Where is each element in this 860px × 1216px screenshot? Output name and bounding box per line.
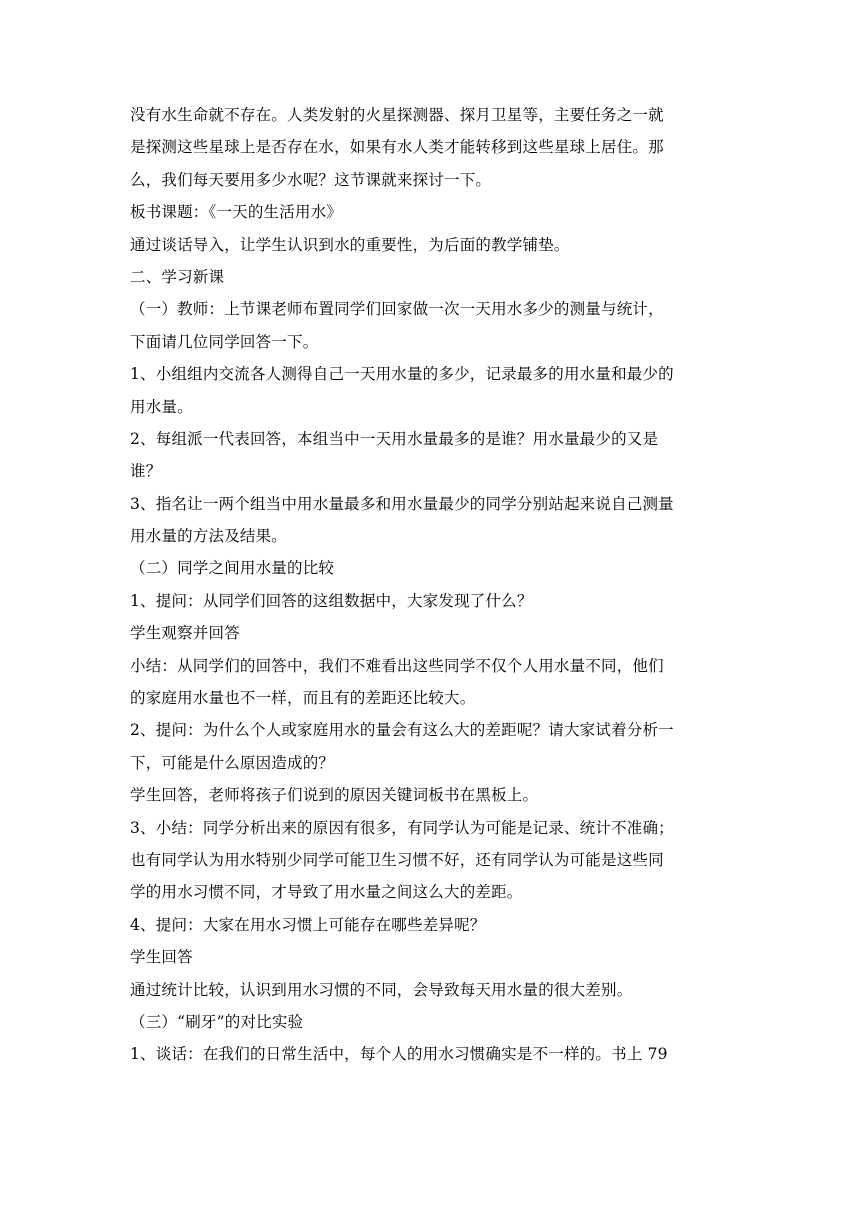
text-line: 学生观察并回答	[130, 624, 240, 643]
list-item-line: 1、提问：从同学们回答的这组数据中，大家发现了什么？	[130, 591, 533, 610]
subsection-heading: （三）“刷牙”的对比实验	[130, 1012, 304, 1031]
text-line: 小结：从同学们的回答中，我们不难看出这些同学不仅个人用水量不同，他们	[130, 656, 664, 675]
text-line: 通过统计比较，认识到用水习惯的不同，会导致每天用水量的很大差别。	[130, 980, 633, 999]
list-item-line: 3、小结：同学分析出来的原因有很多，有同学认为可能是记录、统计不准确；	[130, 818, 674, 837]
subsection-heading: （一）教师：上节课老师布置同学们回家做一次一天用水多少的测量与统计，	[130, 300, 664, 319]
list-item-line: 2、每组派一代表回答，本组当中一天用水量最多的是谁？用水量最少的又是	[130, 429, 659, 448]
list-item-line: 2、提问：为什么个人或家庭用水的量会有这么大的差距呢？请大家试着分析一	[130, 721, 674, 740]
lesson-title-line: 板书课题：《一天的生活用水》	[130, 203, 343, 222]
text-line: 谁？	[130, 462, 162, 481]
text-line: 学的用水习惯不同，才导致了用水量之间这么大的差距。	[130, 883, 523, 902]
text-line: 的家庭用水量也不一样，而且有的差距还比较大。	[130, 689, 476, 708]
text-line: 用水量的方法及结果。	[130, 527, 288, 546]
list-item-line: 4、提问：大家在用水习惯上可能存在哪些差异呢？	[130, 915, 486, 934]
document-body	[130, 99, 730, 1071]
text-line: 学生回答	[130, 948, 193, 967]
subsection-heading: （二）同学之间用水量的比较	[130, 559, 335, 578]
text-line: 是探测这些星球上是否存在水，如果有水人类才能转移到这些星球上居住。那	[130, 138, 664, 157]
text-line: 学生回答，老师将孩子们说到的原因关键词板书在黑板上。	[130, 786, 539, 805]
section-heading: 二、学习新课	[130, 267, 225, 286]
text-line: 通过谈话导入，让学生认识到水的重要性，为后面的教学铺垫。	[130, 235, 570, 254]
list-item-line: 3、指名让一两个组当中用水量最多和用水量最少的同学分别站起来说自己测量	[130, 494, 674, 513]
text-line: 也有同学认为用水特别少同学可能卫生习惯不好，还有同学认为可能是这些同	[130, 850, 664, 869]
text-line: 么，我们每天要用多少水呢？这节课就来探讨一下。	[130, 170, 492, 189]
text-line: 下，可能是什么原因造成的？	[130, 753, 335, 772]
text-line: 没有水生命就不存在。人类发射的火星探测器、探月卫星等，主要任务之一就	[130, 106, 664, 124]
list-item-line: 1、小组组内交流各人测得自己一天用水量的多少，记录最多的用水量和最少的	[130, 365, 674, 384]
list-item-line: 1、谈话：在我们的日常生活中，每个人的用水习惯确实是不一样的。书上 79	[130, 1045, 668, 1064]
text-line: 下面请几位同学回答一下。	[130, 332, 319, 351]
text-line: 用水量。	[130, 397, 193, 416]
